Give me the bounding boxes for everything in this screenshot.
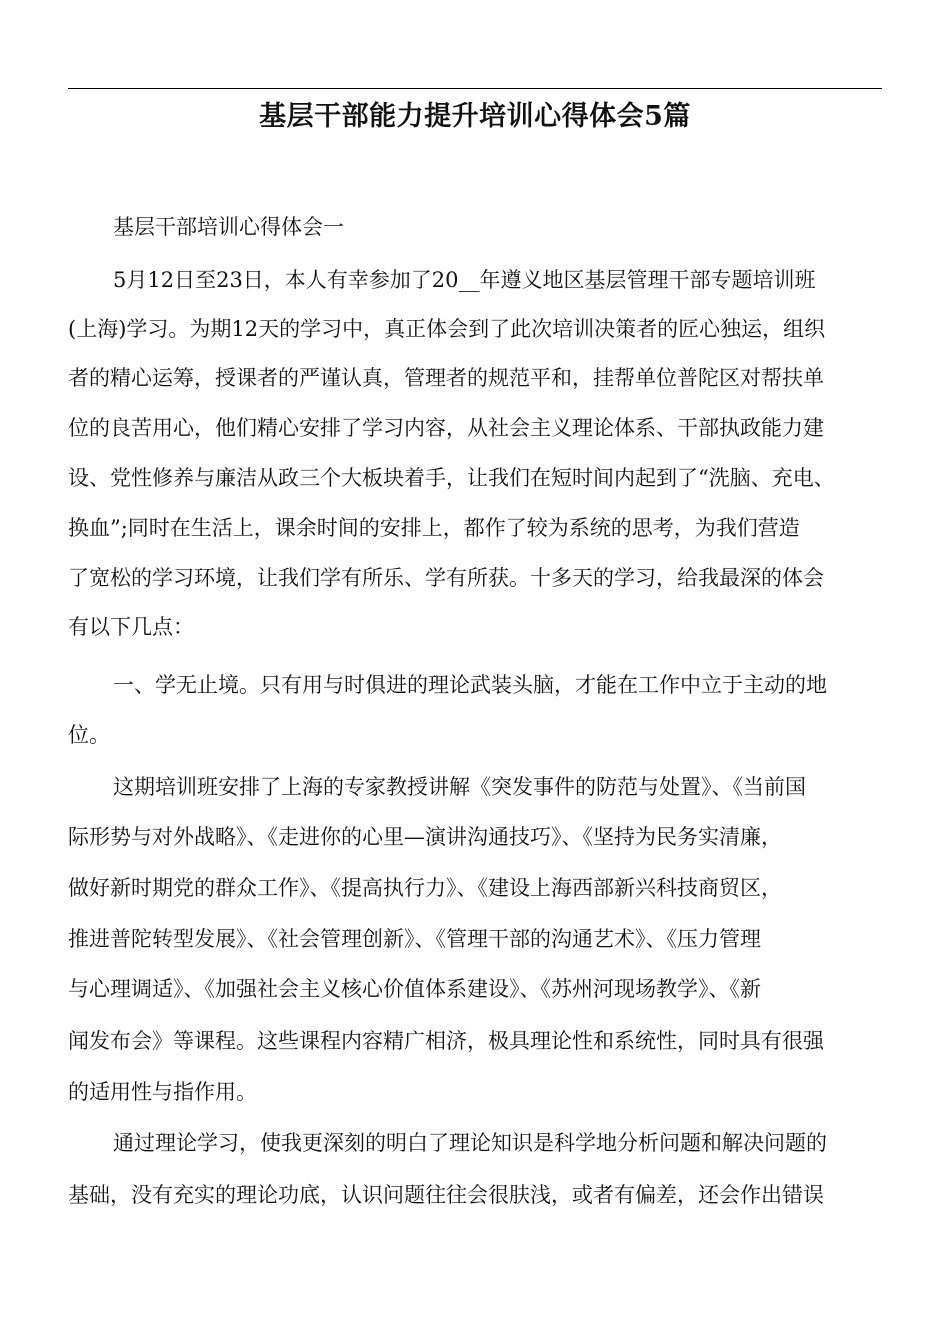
paragraph-line: 通过理论学习，使我更深刻的明白了理论知识是科学地分析问题和解决问题的 (113, 1131, 827, 1155)
paragraph-line: 有以下几点： (68, 615, 194, 639)
paragraph-line: (上海)学习。为期12天的学习中，真正体会到了此次培训决策者的匠心独运，组织 (68, 317, 826, 341)
paragraph-line: 设、党性修养与廉洁从政三个大板块着手，让我们在短时间内起到了“洗脑、充电、 (68, 466, 835, 490)
paragraph-line: 换血”;同时在生活上，课余时间的安排上，都作了较为系统的思考，为我们营造 (68, 516, 800, 540)
paragraph-line: 做好新时期党的群众工作》、《提高执行力》、《建设上海西部新兴科技商贸区， (68, 876, 782, 900)
paragraph-line: 位。 (68, 723, 110, 747)
paragraph-line: 了宽松的学习环境，让我们学有所乐、学有所获。十多天的学习，给我最深的体会 (68, 566, 824, 590)
section-heading: 基层干部培训心得体会一 (113, 215, 344, 239)
paragraph-line: 与心理调适》、《加强社会主义核心价值体系建设》、《苏州河现场教学》、《新 (68, 977, 761, 1001)
header-rule (68, 88, 882, 89)
paragraph-line: 推进普陀转型发展》、《社会管理创新》、《管理干部的沟通艺术》、《压力管理 (68, 927, 761, 951)
paragraph-line: 位的良苦用心，他们精心安排了学习内容，从社会主义理论体系、干部执政能力建 (68, 416, 824, 440)
paragraph-line: 基础，没有充实的理论功底，认识问题往往会很肤浅，或者有偏差，还会作出错误 (68, 1183, 824, 1207)
paragraph-line: 者的精心运筹，授课者的严谨认真，管理者的规范平和，挂帮单位普陀区对帮扶单 (68, 366, 824, 390)
paragraph-line: 的适用性与指作用。 (68, 1080, 257, 1104)
paragraph-line: 5月12日至23日，本人有幸参加了20__年遵义地区基层管理干部专题培训班 (113, 268, 816, 292)
paragraph-line: 际形势与对外战略》、《走进你的心里—演讲沟通技巧》、《坚持为民务实清廉， (68, 825, 782, 849)
paragraph-line: 一、学无止境。只有用与时俱进的理论武装头脑，才能在工作中立于主动的地 (113, 673, 827, 697)
paragraph-line: 这期培训班安排了上海的专家教授讲解《突发事件的防范与处置》、《当前国 (113, 775, 806, 799)
paragraph-line: 闻发布会》等课程。这些课程内容精广相济，极具理论性和系统性，同时具有很强 (68, 1029, 824, 1053)
document-title: 基层干部能力提升培训心得体会5篇 (259, 101, 691, 132)
